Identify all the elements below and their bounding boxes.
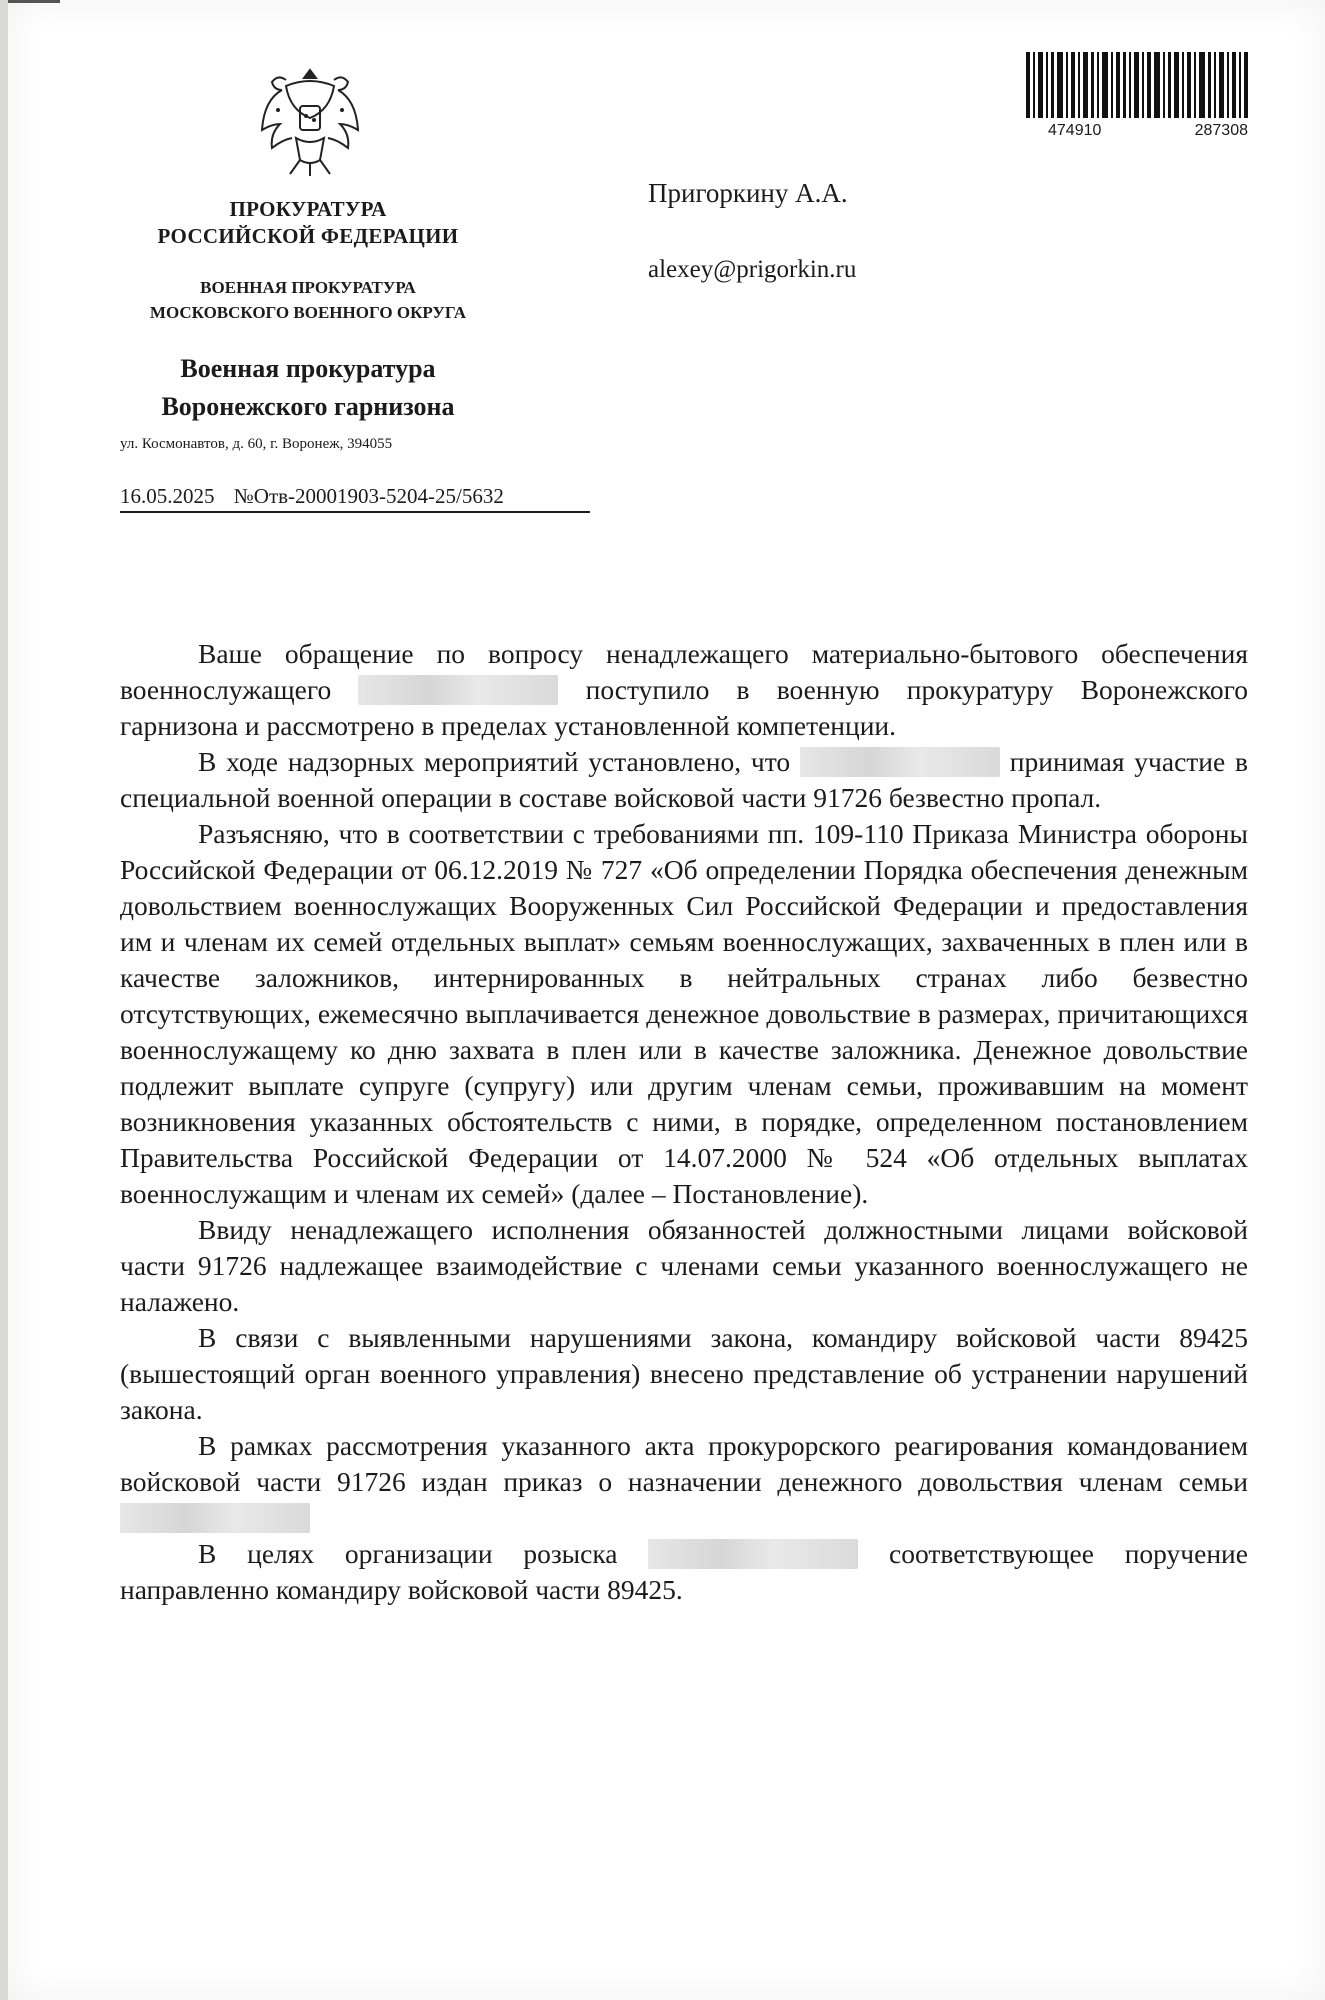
letter-body	[120, 636, 1248, 1608]
issuer-office	[88, 350, 528, 426]
paragraph	[120, 636, 1248, 744]
redacted-name	[800, 747, 1000, 777]
barcode-icon	[1026, 52, 1248, 118]
issuer-address: ул. Космонавтов, д. 60, г. Воронеж, 394055	[120, 436, 393, 452]
office-line: Военная прокуратура	[180, 354, 436, 383]
recipient-name: Пригоркину А.А.	[648, 178, 848, 208]
paragraph-text: принимая участие в специальной военной операции в составе войсковой части 91726 безвестно пропал.	[120, 746, 1249, 813]
paragraph-text: В рамках рассмотрения указанного акта прокурорского реагирования командованием войсковой части 91726 издан приказ о назначении денежного довольствия членам семьи	[120, 1430, 1248, 1497]
paragraph: Ввиду ненадлежащего исполнения обязанностей должностными лицами войсковой части 91726 надлежащее взаимодействие с членами семьи указанного военнослужащего не налажено.	[120, 1214, 1248, 1317]
document-number: №Отв-20001903-5204-25/5632	[233, 484, 504, 508]
issuer-sub-organization	[88, 275, 528, 325]
redacted-name	[648, 1539, 858, 1569]
recipient-email: alexey@prigorkin.ru	[648, 256, 857, 283]
paragraph	[120, 744, 1248, 816]
redacted-name	[358, 675, 558, 705]
org-line: МОСКОВСКОГО ВОЕННОГО ОКРУГА	[149, 303, 467, 322]
org-line: ВОЕННАЯ ПРОКУРАТУРА	[200, 278, 416, 297]
paragraph-text: поступило в военную прокуратуру Воронежского гарнизона и рассмотрено в пределах установленной компетенции.	[120, 674, 1248, 741]
redacted-name	[120, 1503, 310, 1533]
paragraph-text: Ваше обращение по вопросу ненадлежащего материально-бытового обеспечения военнослужащего	[120, 638, 1248, 705]
paragraph: В связи с выявленными нарушениями закона, командиру войсковой части 89425 (вышестоящий орган военного управления) внесено представление об устранении нарушений закона.	[120, 1322, 1248, 1425]
org-line: РОССИЙСКОЙ ФЕДЕРАЦИИ	[157, 224, 459, 248]
double-headed-eagle-emblem-icon	[256, 62, 364, 178]
paragraph: Разъясняю, что в соответствии с требованиями пп. 109-110 Приказа Министра обороны Российской Федерации от 06.12.2019 № 727 «Об определении Порядка обеспечения денежным довольствием военнослужащих Вооруженных Сил Российской Федерации и предоставления им и членам их семей отдельных выплат» семьям военнослужащих, захваченных в плен или в качестве заложников, интернированных в нейтральных странах либо безвестно отсутствующих, ежемесячно выплачивается денежное довольствие в размерах, причитающихся военнослужащему ко дню захвата в плен или в качестве заложника. Денежное довольствие подлежит выплате супруге (супругу) или другим членам семьи, проживавшим на момент возникновения указанных обстоятельств с ними, в порядке, определенном постановлением Правительства Российской Федерации от 14.07.2000 № 524 «Об отдельных выплатах военнослужащим и членам их семей» (далее – Постановление).	[120, 818, 1248, 1209]
document-page	[8, 0, 1325, 2000]
barcode-number-right: 287308	[1194, 122, 1248, 139]
registration-line	[120, 484, 590, 513]
paragraph-text: В ходе надзорных мероприятий установлено, что	[198, 746, 791, 777]
barcode-numbers	[1048, 122, 1248, 140]
paragraph-text: соответствующее поручение направленно командиру войсковой части 89425.	[120, 1538, 1248, 1605]
scan-edge-mark	[8, 0, 60, 3]
document-date: 16.05.2025	[120, 484, 215, 508]
paragraph-text: В целях организации розыска	[198, 1538, 618, 1569]
paragraph	[120, 1428, 1248, 1536]
org-line: ПРОКУРАТУРА	[229, 197, 387, 221]
issuer-organization	[88, 196, 528, 250]
paragraph	[120, 1536, 1248, 1608]
office-line: Воронежского гарнизона	[161, 392, 455, 421]
barcode-number-left: 474910	[1048, 122, 1102, 139]
